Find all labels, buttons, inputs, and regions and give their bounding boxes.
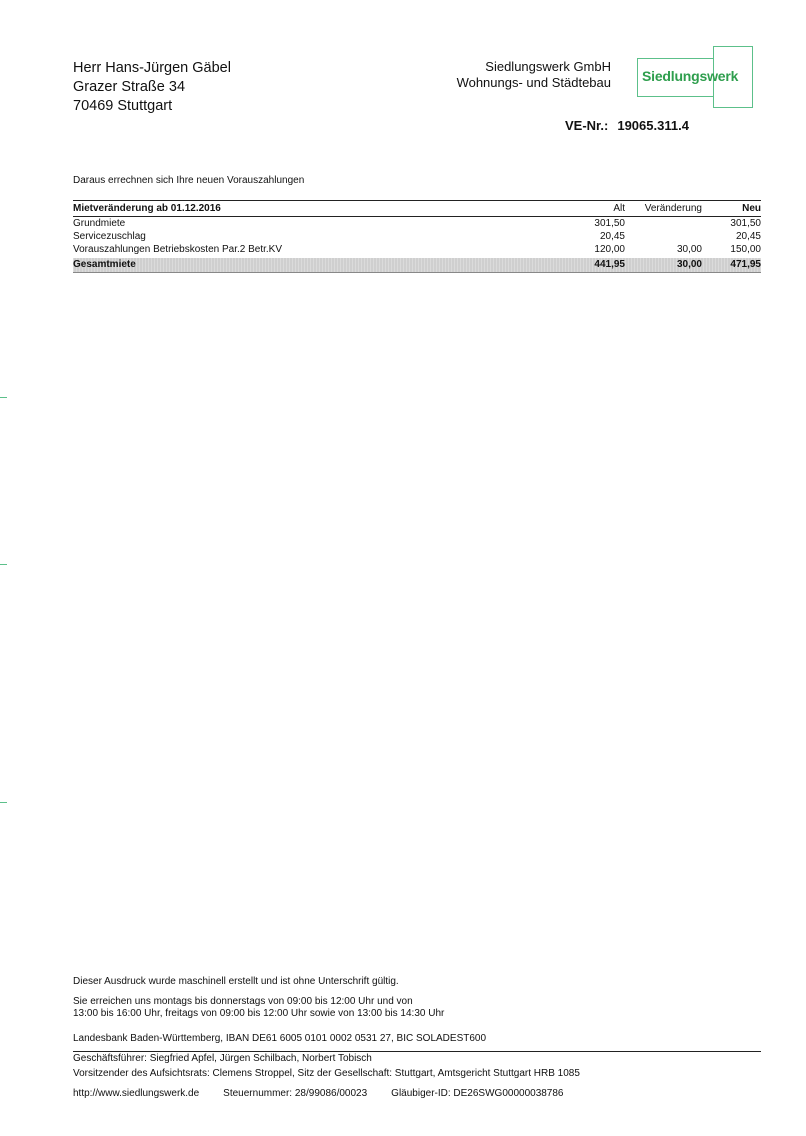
table-header-row bbox=[73, 201, 761, 217]
reference-value: 19065.311.4 bbox=[617, 118, 689, 133]
total-new: 471,95 bbox=[730, 259, 761, 270]
company-logo bbox=[637, 46, 753, 108]
footer-bank-details: Landesbank Baden-Württemberg, IBAN DE61 6005 0101 0002 0531 27, BIC SOLADEST600 bbox=[73, 1033, 487, 1044]
recipient-address bbox=[73, 59, 231, 116]
header-description: Mietveränderung ab 01.12.2016 bbox=[73, 203, 221, 214]
recipient-city: 70469 Stuttgart bbox=[73, 98, 173, 114]
fold-mark bbox=[0, 564, 7, 565]
reference-label: VE-Nr.: bbox=[565, 118, 609, 133]
row-change bbox=[625, 217, 702, 230]
footer-board: Vorsitzender des Aufsichtsrats: Clemens Stroppel, Sitz der Gesellschaft: Stuttgart, Amtsgericht Stuttgart HRB 1085 bbox=[73, 1068, 580, 1079]
row-description: Vorauszahlungen Betriebskosten Par.2 Betr.KV bbox=[73, 244, 283, 255]
table-row bbox=[73, 243, 761, 256]
total-old: 441,95 bbox=[594, 259, 625, 270]
table-row bbox=[73, 230, 761, 243]
footer-management: Geschäftsführer: Siegfried Apfel, Jürgen Schilbach, Norbert Tobisch bbox=[73, 1053, 372, 1064]
recipient-street: Grazer Straße 34 bbox=[73, 79, 186, 95]
row-old: 20,45 bbox=[599, 231, 625, 242]
row-change: 30,00 bbox=[676, 244, 702, 255]
logo-wordmark: Siedlungswerk bbox=[642, 68, 739, 84]
footer-divider bbox=[73, 1051, 761, 1052]
hours-line-2: 13:00 bis 16:00 Uhr, freitags von 09:00 bis 12:00 Uhr sowie von 13:00 bis 14:30 Uhr bbox=[73, 1008, 445, 1019]
reference-number bbox=[565, 118, 689, 133]
row-new: 150,00 bbox=[730, 244, 761, 255]
footer-contact-line bbox=[73, 1088, 761, 1099]
fold-mark bbox=[0, 802, 7, 803]
sender-company: Siedlungswerk GmbH bbox=[485, 59, 611, 74]
table-total-row bbox=[73, 258, 761, 273]
recipient-name: Herr Hans-Jürgen Gäbel bbox=[73, 60, 231, 76]
total-description: Gesamtmiete bbox=[73, 259, 136, 270]
header-old: Alt bbox=[613, 203, 625, 214]
header-new: Neu bbox=[742, 203, 761, 214]
footer-website-link[interactable]: http://www.siedlungswerk.de bbox=[73, 1088, 200, 1099]
header-change: Veränderung bbox=[644, 203, 702, 214]
row-old: 120,00 bbox=[594, 244, 625, 255]
sender-division: Wohnungs- und Städtebau bbox=[456, 75, 611, 90]
hours-line-1: Sie erreichen uns montags bis donnerstags von 09:00 bis 12:00 Uhr und von bbox=[73, 996, 413, 1007]
fold-mark bbox=[0, 397, 7, 398]
footer-tax-number: Steuernummer: 28/99086/00023 bbox=[223, 1088, 368, 1099]
footer-creditor-id: Gläubiger-ID: DE26SWG00000038786 bbox=[391, 1088, 564, 1099]
rent-change-table bbox=[73, 200, 761, 273]
row-new: 301,50 bbox=[730, 218, 761, 229]
row-new: 20,45 bbox=[735, 231, 761, 242]
row-old: 301,50 bbox=[594, 218, 625, 229]
sender-block bbox=[440, 59, 611, 91]
intro-text: Daraus errechnen sich Ihre neuen Vorauszahlungen bbox=[73, 175, 305, 186]
row-description: Grundmiete bbox=[73, 218, 126, 229]
row-change bbox=[625, 230, 702, 243]
footer-note: Dieser Ausdruck wurde maschinell erstellt und ist ohne Unterschrift gültig. bbox=[73, 976, 399, 987]
row-description: Servicezuschlag bbox=[73, 231, 146, 242]
table-row bbox=[73, 217, 761, 230]
total-change: 30,00 bbox=[676, 259, 702, 270]
footer-office-hours bbox=[73, 996, 761, 1020]
